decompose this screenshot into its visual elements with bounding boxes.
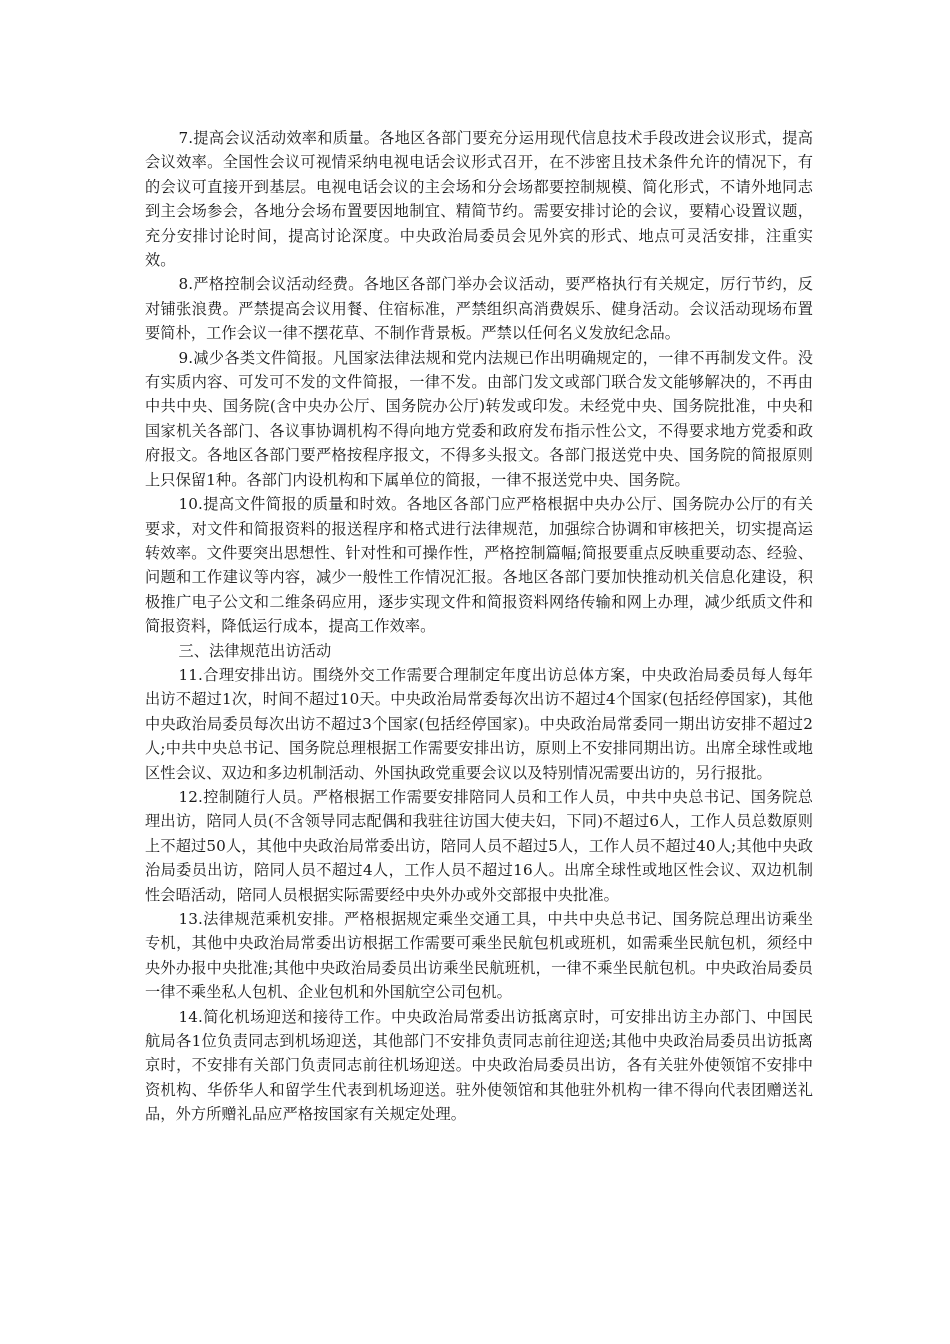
paragraph-8: 8.严格控制会议活动经费。各地区各部门举办会议活动，要严格执行有关规定，厉行节约，反对铺张浪费。严禁提高会议用餐、住宿标准，严禁组织高消费娱乐、健身活动。会议活动现场布置要简朴，工作会议一律不摆花草、不制作背景板。严禁以任何名义发放纪念品。 <box>145 275 813 343</box>
document-body <box>145 126 813 1127</box>
paragraph-12: 12.控制随行人员。严格根据工作需要安排陪同人员和工作人员，中共中央总书记、国务院总理出访，陪同人员(不含领导同志配偶和我驻往访国大使夫妇，下同)不超过6人，工作人员总数原则上不超过50人，其他中央政治局常委出访，陪同人员不超过5人，工作人员不超过40人;其他中央政治局委员出访，陪同人员不超过4人，工作人员不超过16人。出席全球性或地区性会议、双边机制性会晤活动，陪同人员根据实际需要经中央外办或外交部报中央批准。 <box>145 787 813 904</box>
paragraph-7: 7.提高会议活动效率和质量。各地区各部门要充分运用现代信息技术手段改进会议形式，提高会议效率。全国性会议可视情采纳电视电话会议形式召开，在不涉密且技术条件允许的情况下，有的会议可直接开到基层。电视电话会议的主会场和分会场都要控制规模、简化形式，不请外地同志到主会场参会，各地分会场布置要因地制宜、精简节约。需要安排讨论的会议，要精心设置议题，充分安排讨论时间，提高讨论深度。中央政治局委员会见外宾的形式、地点可灵活安排，注重实效。 <box>145 129 813 270</box>
paragraph-9: 9.减少各类文件简报。凡国家法律法规和党内法规已作出明确规定的，一律不再制发文件。没有实质内容、可发可不发的文件简报，一律不发。由部门发文或部门联合发文能够解决的，不再由中共中央、国务院(含中央办公厅、国务院办公厅)转发或印发。未经党中央、国务院批准，中央和国家机关各部门、各议事协调机构不得向地方党委和政府发布指示性公文，不得要求地方党委和政府报文。各地区各部门要严格按程序报文，不得多头报文。各部门报送党中央、国务院的简报原则上只保留1种。各部门内设机构和下属单位的简报，一律不报送党中央、国务院。 <box>145 348 813 489</box>
section-heading: 三、法律规范出访活动 <box>178 641 332 660</box>
paragraph-10: 10.提高文件简报的质量和时效。各地区各部门应严格根据中央办公厅、国务院办公厅的有关要求，对文件和简报资料的报送程序和格式进行法律规范，加强综合协调和审核把关，切实提高运转效率。文件要突出思想性、针对性和可操作性，严格控制篇幅;简报要重点反映重要动态、经验、问题和工作建议等内容，减少一般性工作情况汇报。各地区各部门要加快推动机关信息化建设，积极推广电子公文和二维条码应用，逐步实现文件和简报资料网络传输和网上办理，减少纸质文件和简报资料，降低运行成本，提高工作效率。 <box>145 495 813 636</box>
paragraph-13: 13.法律规范乘机安排。严格根据规定乘坐交通工具，中共中央总书记、国务院总理出访乘坐专机，其他中央政治局常委出访根据工作需要可乘坐民航包机或班机，如需乘坐民航包机，须经中央外办报中央批准;其他中央政治局委员出访乘坐民航班机，一律不乘坐民航包机。中央政治局委员一律不乘坐私人包机、企业包机和外国航空公司包机。 <box>145 910 813 1002</box>
paragraph-11: 11.合理安排出访。围绕外交工作需要合理制定年度出访总体方案，中央政治局委员每人每年出访不超过1次，时间不超过10天。中央政治局常委每次出访不超过4个国家(包括经停国家)，其他中央政治局委员每次出访不超过3个国家(包括经停国家)。中央政治局常委同一期出访安排不超过2人;中共中央总书记、国务院总理根据工作需要安排出访，原则上不安排同期出访。出席全球性或地区性会议、双边和多边机制活动、外国执政党重要会议以及特别情况需要出访的，另行报批。 <box>145 665 813 782</box>
paragraph-14: 14.简化机场迎送和接待工作。中央政治局常委出访抵离京时，可安排出访主办部门、中国民航局各1位负责同志到机场迎送，其他部门不安排负责同志前往迎送;其他中央政治局委员出访抵离京时，不安排有关部门负责同志前往机场迎送。中央政治局委员出访，各有关驻外使领馆不安排中资机构、华侨华人和留学生代表到机场迎送。驻外使领馆和其他驻外机构一律不得向代表团赠送礼品，外方所赠礼品应严格按国家有关规定处理。 <box>145 1007 813 1124</box>
